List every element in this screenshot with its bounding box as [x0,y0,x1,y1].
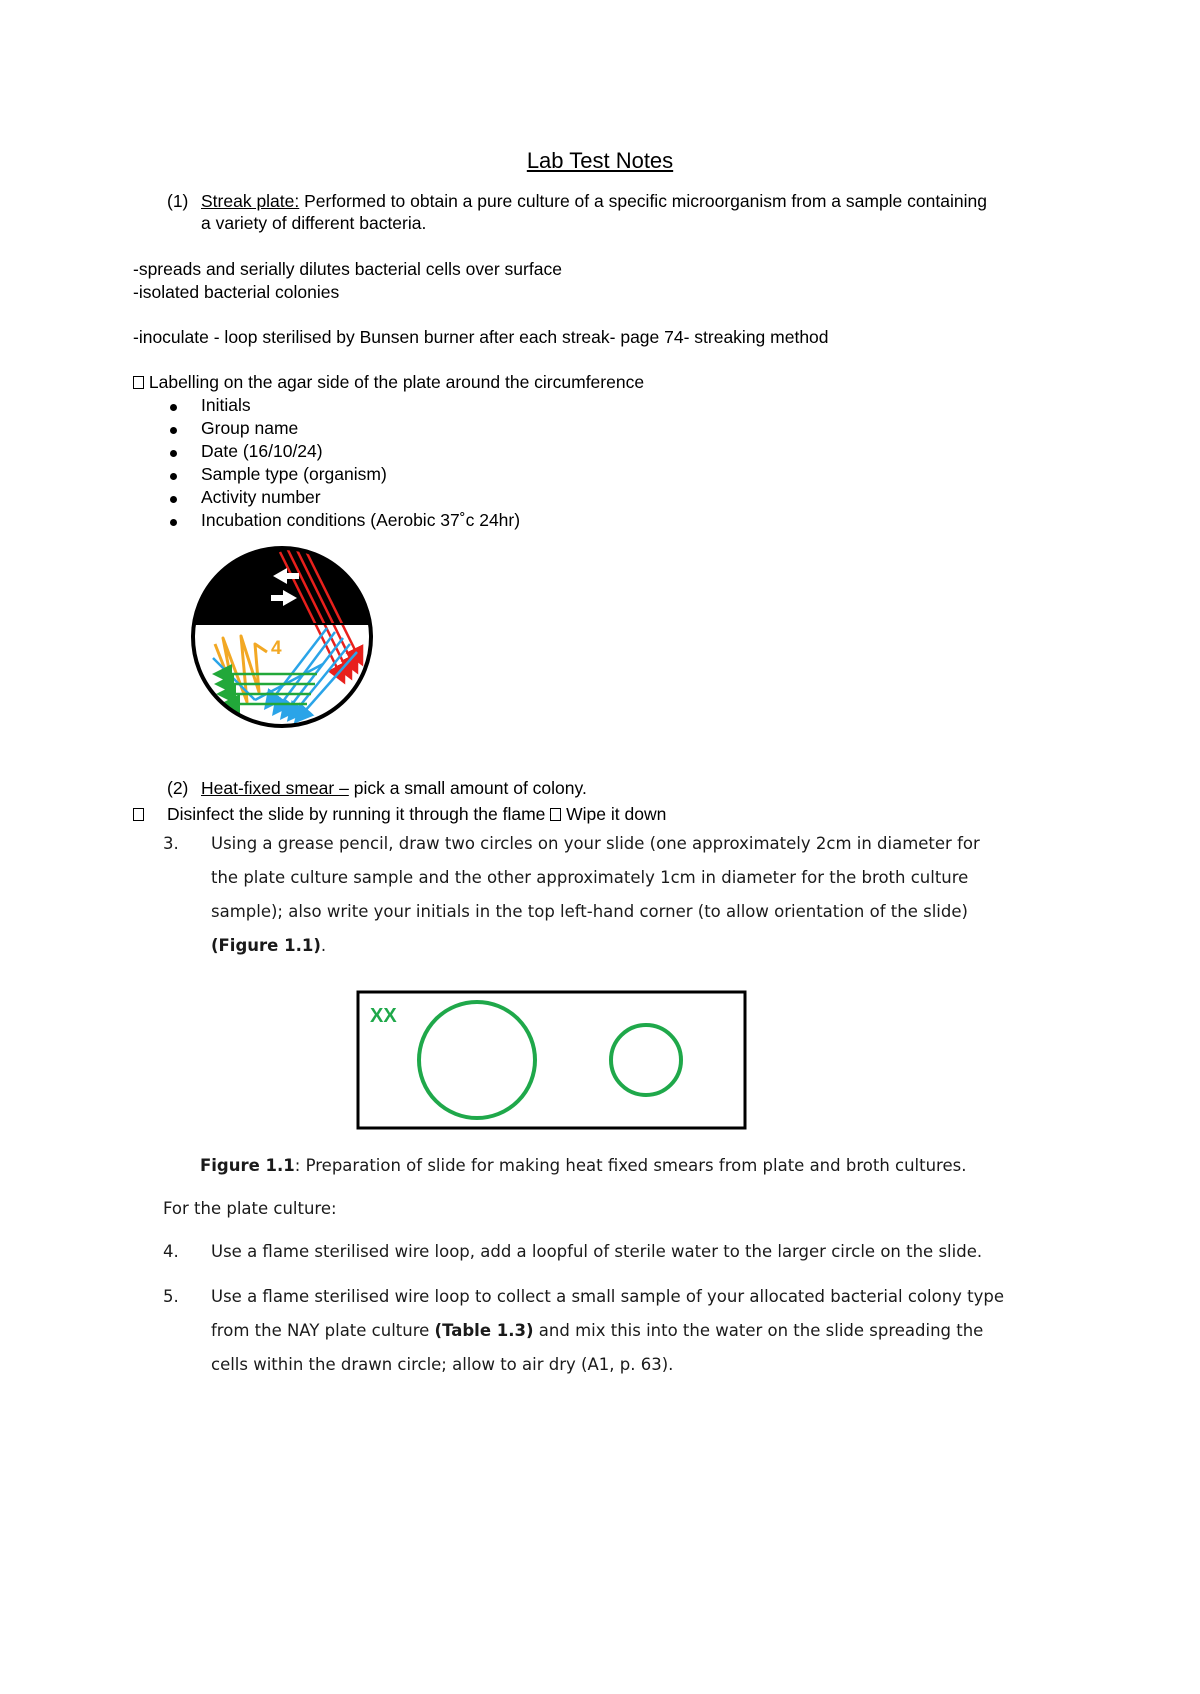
slide-initials: XX [370,1005,397,1027]
figure-caption-label: Figure 1.1 [200,1156,295,1175]
figure-ref: (Figure 1.1) [211,936,321,955]
labelling-item-label: Sample type (organism) [201,464,387,484]
bullet-icon [170,473,177,480]
step5-line2-a: from the NAY plate culture [211,1321,435,1340]
labelling-item [170,394,177,416]
step3-line1: Using a grease pencil, draw two circles on your slide (one approximately 2cm in diameter for [211,834,980,853]
note-spreads: -spreads and serially dilutes bacterial cells over surface [133,259,562,279]
step3-line2: the plate culture sample and the other approximately 1cm in diameter for the broth culture [211,868,969,887]
note-inoculate: -inoculate - loop sterilised by Bunsen burner after each streak- page 74- streaking method [133,327,829,347]
step3-period: . [320,936,327,955]
section2-number: (2) [167,778,189,798]
labelling-item [170,463,177,485]
table-ref: (Table 1.3) [434,1321,534,1340]
missing-glyph-icon [133,376,144,389]
bullet-icon [170,404,177,411]
disinfect-line [167,803,666,825]
labelling-item-label: Activity number [201,487,321,507]
step4-number: 4. [163,1242,179,1261]
figure-caption [200,1156,966,1175]
step3-line4 [211,936,326,955]
step5-line2 [211,1321,983,1340]
section2-line [201,777,587,799]
slide-outline [358,992,745,1128]
bullet-icon [170,496,177,503]
slide-figure [356,990,749,1132]
bullet-icon [170,450,177,457]
bullet-icon [170,427,177,434]
labelling-item-label: Initials [201,395,251,415]
section1-number: (1) [167,191,189,211]
wipe-text: Wipe it down [566,804,667,824]
figure-caption-text: : Preparation of slide for making heat fixed smears from plate and broth cultures. [294,1156,967,1175]
labelling-item [170,417,177,439]
step4-text: Use a flame sterilised wire loop, add a loopful of sterile water to the larger circle on the slide. [211,1242,983,1261]
labelling-heading: Labelling on the agar side of the plate around the circumference [148,372,645,392]
labelling-heading-line [133,371,644,393]
labelling-item [170,509,177,531]
section1-text: Performed to obtain a pure culture of a specific microorganism from a sample containing [299,191,987,211]
section1-heading: Streak plate: [201,191,300,211]
labelling-item [170,486,177,508]
step3-line3: sample); also write your initials in the top left-hand corner (to allow orientation of the slide) [211,902,968,921]
missing-glyph-icon [133,803,144,825]
step5-line3: cells within the drawn circle; allow to air dry (A1, p. 63). [211,1355,674,1374]
page-title: Lab Test Notes [526,148,674,173]
labelling-item-label: Group name [201,418,299,438]
labelling-item [170,440,177,462]
step5-number: 5. [163,1287,179,1306]
section2-heading: Heat-fixed smear – [201,778,349,798]
streak-plate-diagram [185,540,380,735]
section1-line2: a variety of different bacteria. [201,213,427,233]
note-isolated: -isolated bacterial colonies [133,282,340,302]
step5-line1: Use a flame sterilised wire loop to collect a small sample of your allocated bacterial colony type [211,1287,1005,1306]
section2-text: pick a small amount of colony. [348,778,587,798]
labelling-item-label: Incubation conditions (Aerobic 37˚c 24hr) [201,510,521,530]
step5-line2-b: and mix this into the water on the slide spreading the [533,1321,984,1340]
section1-line1 [201,190,987,212]
plate-culture-heading: For the plate culture: [163,1199,337,1218]
disinfect-text: Disinfect the slide by running it through the flame [167,804,546,824]
bullet-icon [170,519,177,526]
plate-number-label: 4 [271,638,282,659]
labelling-item-label: Date (16/10/24) [201,441,323,461]
missing-glyph-icon [550,808,561,821]
step3-number: 3. [163,834,179,853]
